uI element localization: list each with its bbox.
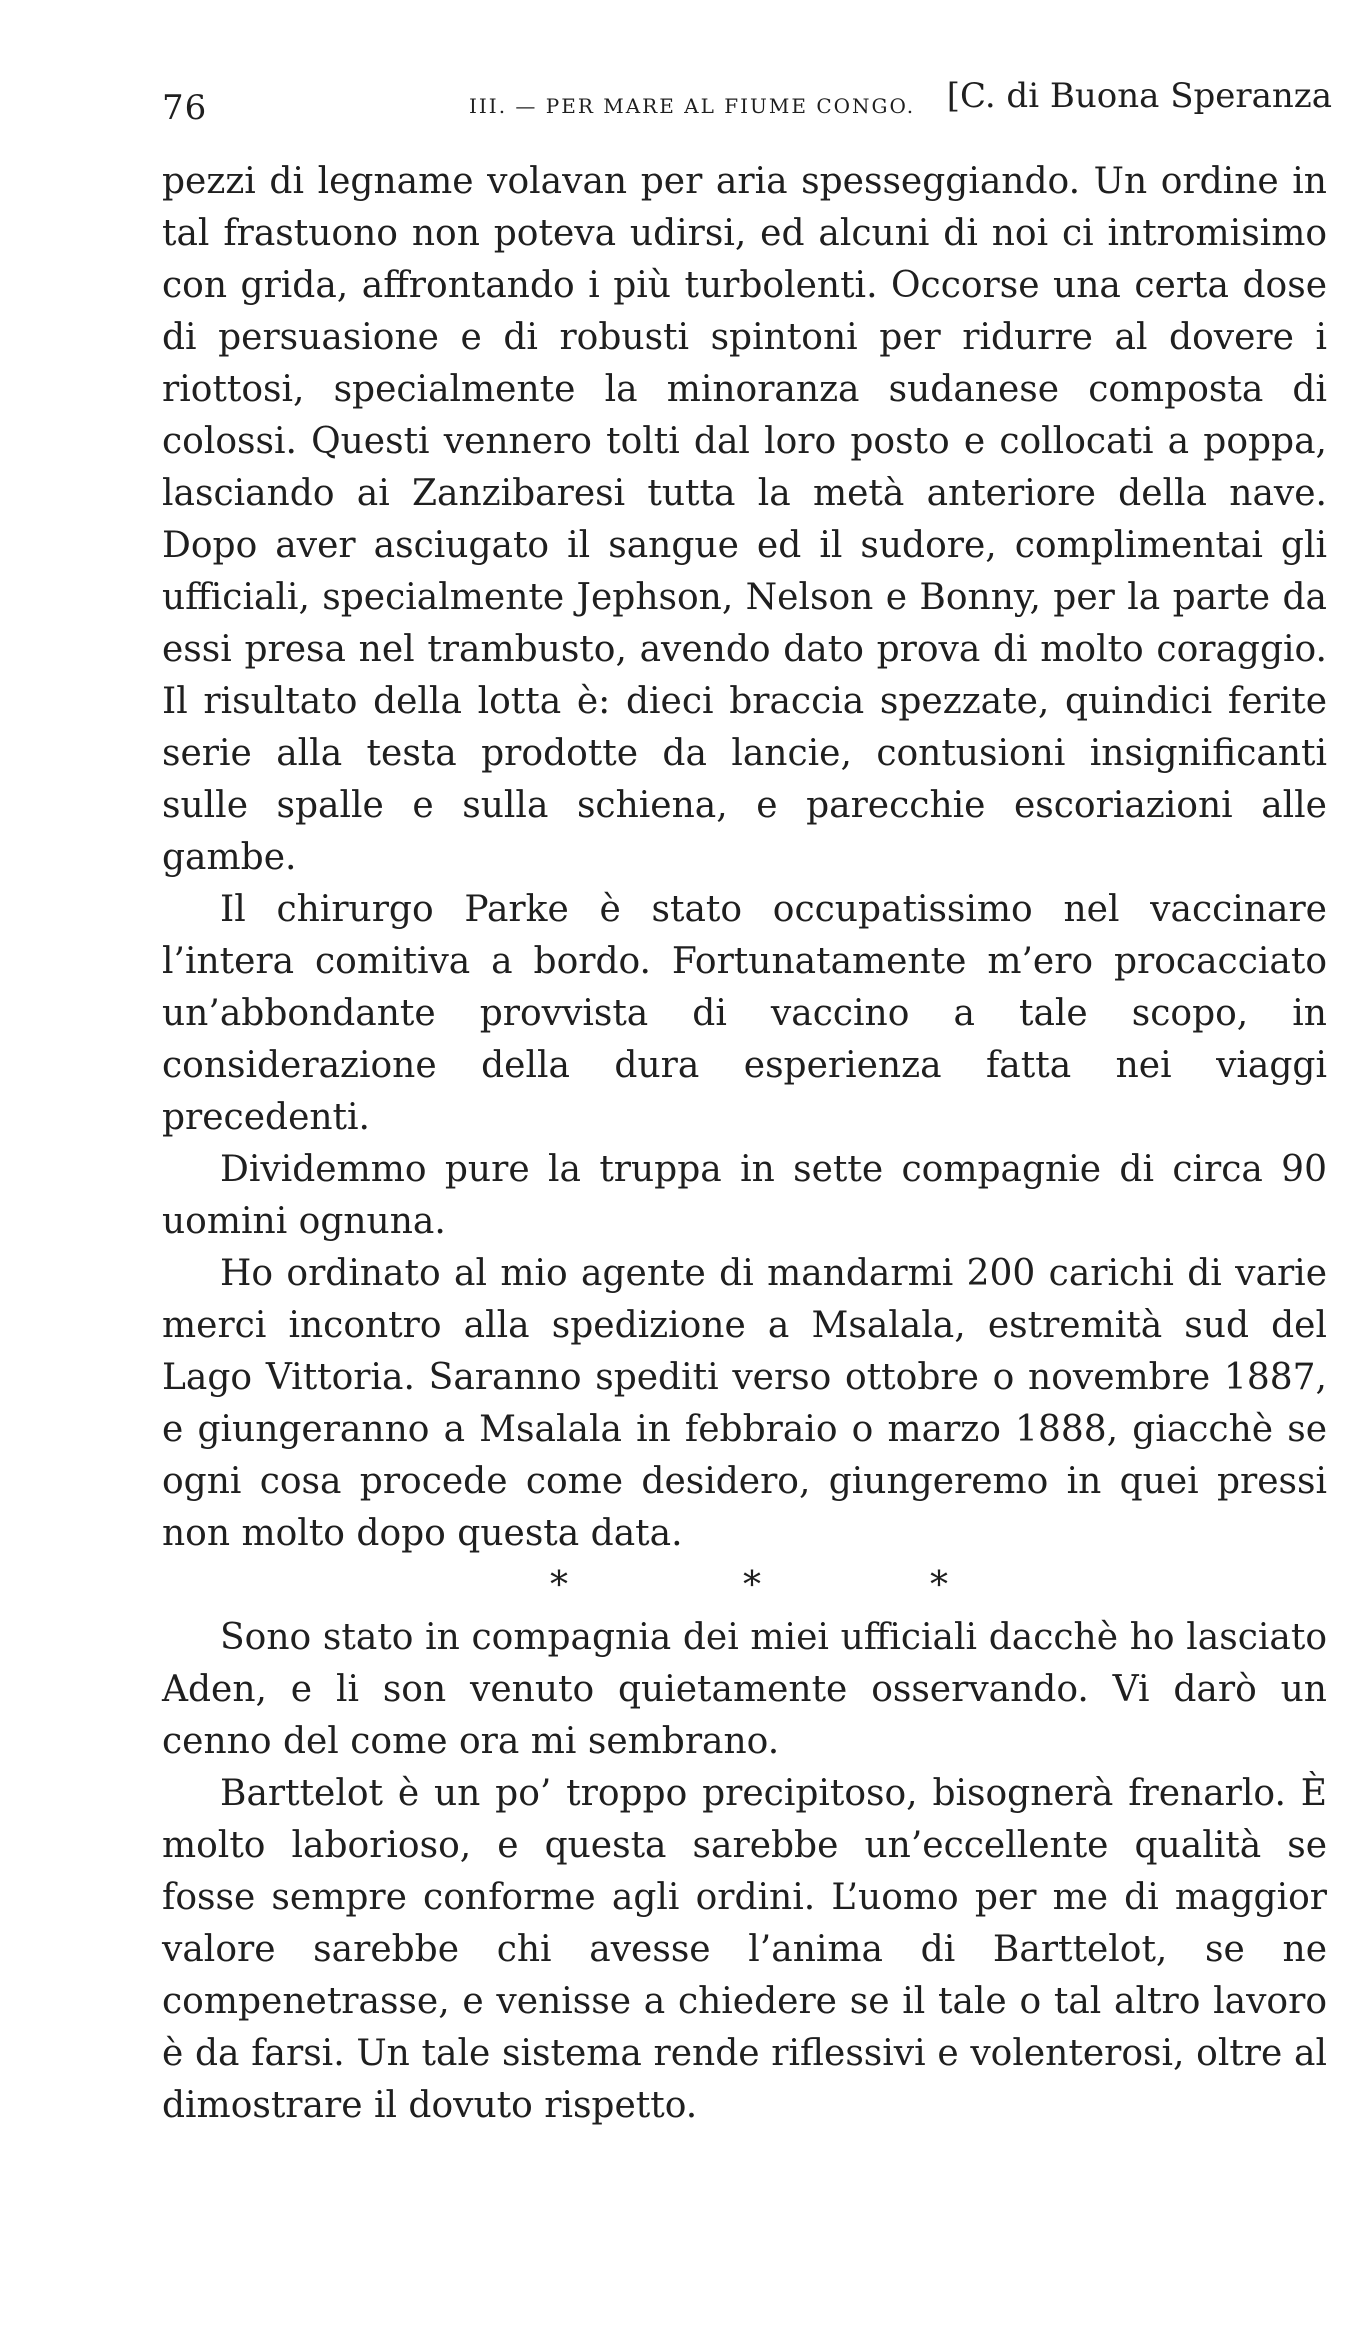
- page-number: 76: [162, 88, 208, 128]
- paragraph-supplies: Ho ordinato al mio agente di mandarmi 200 carichi di varie merci incontro alla spedizione a Msalala, estremità sud del Lago Vittoria. Saranno spediti verso ottobre o novembre 1887, e giungeranno a Msalala in febbraio o marzo 1888, giacchè se ogni cosa procede come desidero, giungeremo in quei pressi non molto dopo questa data.: [162, 1253, 1327, 1554]
- separator-asterisk: *: [930, 1565, 948, 1606]
- paragraph-officers: Sono stato in compagnia dei miei ufficiali dacchè ho lasciato Aden, e li son venuto quietamente osservando. Vi darò un cenno del come ora mi sembrano.: [162, 1617, 1327, 1762]
- chapter-title: III. — PER MARE AL FIUME CONGO.: [469, 94, 916, 118]
- section-separator: [162, 1560, 1327, 1612]
- paragraph-continuation: pezzi di legname volavan per aria spesseggiando. Un ordine in tal frastuono non poteva udirsi, ed alcuni di noi ci intromisimo con grida, affrontando i più turbolenti. Occorse una certa dose di persuasione e di robusti spintoni per ridurre al dovere i riottosi, specialmente la minoranza sudanese composta di colossi. Questi vennero tolti dal loro posto e collocati a poppa, lasciando ai Zanzibaresi tutta la metà anteriore della nave. Dopo aver asciugato il sangue ed il sudore, complimentai gli ufficiali, specialmente Jephson, Nelson e Bonny, per la parte da essi presa nel trambusto, avendo dato prova di molto coraggio. Il risultato della lotta è: dieci braccia spezzate, quindici ferite serie alla testa prodotte da lancie, contusioni insignificanti sulle spalle e sulla schiena, e parecchie escoriazioni alle gambe.: [162, 161, 1327, 878]
- running-head: [162, 70, 1332, 130]
- paragraph-companies: Dividemmo pure la truppa in sette compagnie di circa 90 uomini ognuna.: [162, 1149, 1327, 1242]
- separator-asterisk: *: [743, 1565, 761, 1606]
- paragraph-vaccination: Il chirurgo Parke è stato occupatissimo nel vaccinare l’intera comitiva a bordo. Fortunatamente m’ero procacciato un’abbondante provvista di vaccino a tale scopo, in considerazione della dura esperienza fatta nei viaggi precedenti.: [162, 889, 1327, 1138]
- section-location: [C. di Buona Speranza: [946, 76, 1332, 116]
- separator-asterisk: *: [550, 1565, 568, 1606]
- body-text: [162, 156, 1327, 2132]
- paragraph-barttelot: Barttelot è un po’ troppo precipitoso, bisognerà frenarlo. È molto laborioso, e questa sarebbe un’eccellente qualità se fosse sempre conforme agli ordini. L’uomo per me di maggior valore sarebbe chi avesse l’anima di Barttelot, se ne compenetrasse, e venisse a chiedere se il tale o tal altro lavoro è da farsi. Un tale sistema rende riflessivi e volenterosi, oltre al dimostrare il dovuto rispetto.: [162, 1773, 1327, 2126]
